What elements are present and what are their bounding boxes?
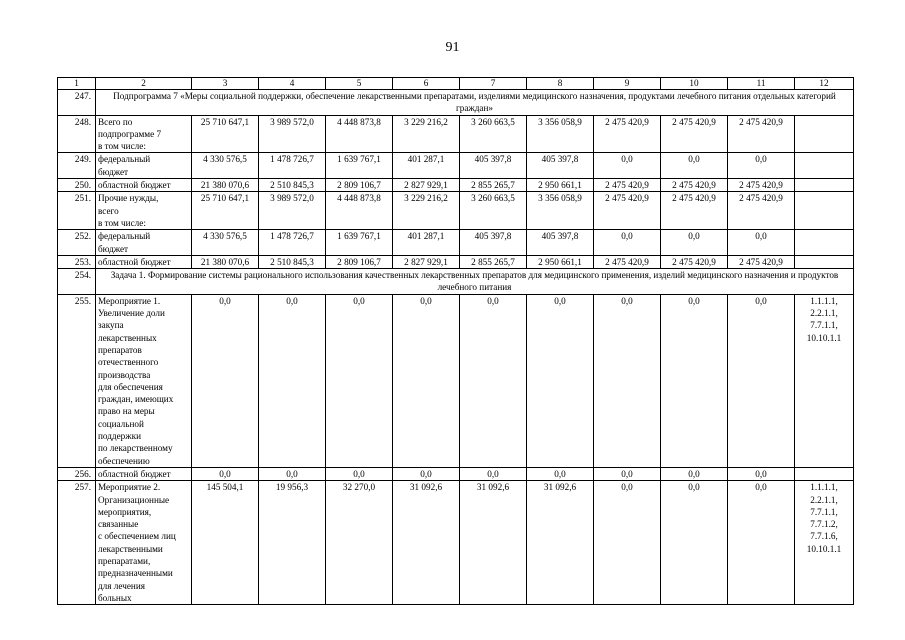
- amount-cell: 2 475 420,9: [594, 179, 661, 192]
- amount-cell: 401 287,1: [393, 230, 460, 256]
- row-number-cell: 254.: [58, 269, 96, 295]
- amount-cell: 0,0: [460, 467, 527, 480]
- amount-cell: 401 287,1: [393, 153, 460, 179]
- amount-cell: 32 270,0: [326, 481, 393, 605]
- amount-cell: 1 639 767,1: [326, 230, 393, 256]
- amount-cell: 31 092,6: [393, 481, 460, 605]
- amount-cell: 405 397,8: [527, 153, 594, 179]
- amount-cell: 1 639 767,1: [326, 153, 393, 179]
- table-row: [58, 230, 854, 256]
- column-number-row: [58, 78, 854, 90]
- row-number-cell: 256.: [58, 467, 96, 480]
- amount-cell: 405 397,8: [527, 230, 594, 256]
- amount-cell: 405 397,8: [460, 153, 527, 179]
- table-row: [58, 467, 854, 480]
- row-number-cell: 247.: [58, 90, 96, 116]
- column-number-cell: 10: [661, 78, 728, 90]
- table-row: [58, 481, 854, 605]
- amount-cell: 3 260 663,5: [460, 115, 527, 153]
- amount-cell: 2 510 845,3: [259, 255, 326, 268]
- column-number-cell: 7: [460, 78, 527, 90]
- amount-cell: 2 475 420,9: [661, 255, 728, 268]
- indicator-code-cell: 1.1.1.1, 2.2.1.1, 7.7.1.1, 7.7.1.2, 7.7.1.6, 10.10.1.1: [795, 481, 854, 605]
- amount-cell: 0,0: [192, 467, 259, 480]
- amount-cell: 0,0: [527, 294, 594, 467]
- indicator-code-cell: [795, 255, 854, 268]
- amount-cell: 0,0: [728, 467, 795, 480]
- column-number-cell: 6: [393, 78, 460, 90]
- column-number-cell: 2: [96, 78, 192, 90]
- amount-cell: 0,0: [728, 230, 795, 256]
- amount-cell: 25 710 647,1: [192, 115, 259, 153]
- amount-cell: 2 950 661,1: [527, 179, 594, 192]
- amount-cell: 19 956,3: [259, 481, 326, 605]
- item-name-cell: областной бюджет: [96, 255, 192, 268]
- amount-cell: 0,0: [393, 294, 460, 467]
- column-number-cell: 8: [527, 78, 594, 90]
- indicator-code-cell: [795, 115, 854, 153]
- column-number-cell: 3: [192, 78, 259, 90]
- amount-cell: 0,0: [661, 481, 728, 605]
- amount-cell: 0,0: [594, 294, 661, 467]
- amount-cell: 3 989 572,0: [259, 115, 326, 153]
- section-title-cell: Задача 1. Формирование системы рационального использования качественных лекарственных препаратов для медицинского применения, изделий медицинского назначения и продуктов лечебного питания: [96, 269, 854, 295]
- amount-cell: 0,0: [661, 294, 728, 467]
- amount-cell: 2 475 420,9: [728, 255, 795, 268]
- item-name-cell: федеральный бюджет: [96, 153, 192, 179]
- column-number-cell: 4: [259, 78, 326, 90]
- amount-cell: 0,0: [728, 153, 795, 179]
- amount-cell: 3 229 216,2: [393, 115, 460, 153]
- amount-cell: 3 260 663,5: [460, 192, 527, 230]
- amount-cell: 4 330 576,5: [192, 230, 259, 256]
- amount-cell: 2 475 420,9: [661, 179, 728, 192]
- amount-cell: 2 809 106,7: [326, 255, 393, 268]
- row-number-cell: 248.: [58, 115, 96, 153]
- amount-cell: 31 092,6: [460, 481, 527, 605]
- amount-cell: 2 475 420,9: [661, 192, 728, 230]
- amount-cell: 0,0: [393, 467, 460, 480]
- amount-cell: 0,0: [594, 153, 661, 179]
- amount-cell: 405 397,8: [460, 230, 527, 256]
- amount-cell: 0,0: [259, 294, 326, 467]
- row-number-cell: 251.: [58, 192, 96, 230]
- amount-cell: 2 475 420,9: [594, 255, 661, 268]
- indicator-code-cell: [795, 230, 854, 256]
- indicator-code-cell: [795, 153, 854, 179]
- amount-cell: 2 855 265,7: [460, 179, 527, 192]
- amount-cell: 31 092,6: [527, 481, 594, 605]
- amount-cell: 0,0: [192, 294, 259, 467]
- section-heading-row: [58, 269, 854, 295]
- section-title-cell: Подпрограмма 7 «Меры социальной поддержки, обеспечение лекарственными препаратами, изделиями медицинского назначения, продуктами лечебного питания отдельных категорий граждан»: [96, 90, 854, 116]
- row-number-cell: 252.: [58, 230, 96, 256]
- column-number-cell: 1: [58, 78, 96, 90]
- indicator-code-cell: 1.1.1.1, 2.2.1.1, 7.7.1.1, 10.10.1.1: [795, 294, 854, 467]
- amount-cell: 0,0: [527, 467, 594, 480]
- item-name-cell: Прочие нужды, всего в том числе:: [96, 192, 192, 230]
- table-row: [58, 192, 854, 230]
- indicator-code-cell: [795, 467, 854, 480]
- amount-cell: 2 475 420,9: [594, 192, 661, 230]
- amount-cell: 2 475 420,9: [661, 115, 728, 153]
- amount-cell: 0,0: [661, 230, 728, 256]
- amount-cell: 0,0: [460, 294, 527, 467]
- amount-cell: 4 448 873,8: [326, 192, 393, 230]
- amount-cell: 0,0: [594, 230, 661, 256]
- amount-cell: 2 475 420,9: [728, 179, 795, 192]
- indicator-code-cell: [795, 179, 854, 192]
- amount-cell: 4 330 576,5: [192, 153, 259, 179]
- table-row: [58, 179, 854, 192]
- item-name-cell: областной бюджет: [96, 467, 192, 480]
- column-number-cell: 9: [594, 78, 661, 90]
- amount-cell: 0,0: [326, 467, 393, 480]
- amount-cell: 4 448 873,8: [326, 115, 393, 153]
- item-name-cell: федеральный бюджет: [96, 230, 192, 256]
- amount-cell: 0,0: [661, 153, 728, 179]
- row-number-cell: 257.: [58, 481, 96, 605]
- column-number-cell: 12: [795, 78, 854, 90]
- column-number-cell: 11: [728, 78, 795, 90]
- item-name-cell: Всего по подпрограмме 7 в том числе:: [96, 115, 192, 153]
- row-number-cell: 255.: [58, 294, 96, 467]
- amount-cell: 2 827 929,1: [393, 179, 460, 192]
- amount-cell: 0,0: [728, 294, 795, 467]
- amount-cell: 145 504,1: [192, 481, 259, 605]
- amount-cell: 0,0: [259, 467, 326, 480]
- page-number: 91: [445, 40, 460, 55]
- amount-cell: 2 809 106,7: [326, 179, 393, 192]
- item-name-cell: Мероприятие 2. Организационные мероприятия, связанные с обеспечением лиц лекарственными препаратами, предназначенными для лечения больных: [96, 481, 192, 605]
- amount-cell: 3 989 572,0: [259, 192, 326, 230]
- amount-cell: 0,0: [661, 467, 728, 480]
- amount-cell: 0,0: [728, 481, 795, 605]
- item-name-cell: Мероприятие 1. Увеличение доли закупа лекарственных препаратов отечественного производства для обеспечения граждан, имеющих право на меры социальной поддержки по лекарственному обеспечению: [96, 294, 192, 467]
- amount-cell: 0,0: [594, 481, 661, 605]
- amount-cell: 2 950 661,1: [527, 255, 594, 268]
- amount-cell: 2 827 929,1: [393, 255, 460, 268]
- amount-cell: 2 475 420,9: [728, 115, 795, 153]
- amount-cell: 25 710 647,1: [192, 192, 259, 230]
- amount-cell: 21 380 070,6: [192, 255, 259, 268]
- amount-cell: 0,0: [326, 294, 393, 467]
- amount-cell: 3 229 216,2: [393, 192, 460, 230]
- amount-cell: 2 855 265,7: [460, 255, 527, 268]
- column-number-cell: 5: [326, 78, 393, 90]
- section-heading-row: [58, 90, 854, 116]
- amount-cell: 3 356 058,9: [527, 115, 594, 153]
- amount-cell: 2 475 420,9: [728, 192, 795, 230]
- amount-cell: 2 475 420,9: [594, 115, 661, 153]
- table-row: [58, 153, 854, 179]
- amount-cell: 21 380 070,6: [192, 179, 259, 192]
- row-number-cell: 253.: [58, 255, 96, 268]
- table-row: [58, 115, 854, 153]
- amount-cell: 0,0: [594, 467, 661, 480]
- table-row: [58, 294, 854, 467]
- amount-cell: 1 478 726,7: [259, 153, 326, 179]
- row-number-cell: 249.: [58, 153, 96, 179]
- amount-cell: 1 478 726,7: [259, 230, 326, 256]
- budget-table: [57, 77, 854, 605]
- indicator-code-cell: [795, 192, 854, 230]
- amount-cell: 2 510 845,3: [259, 179, 326, 192]
- item-name-cell: областной бюджет: [96, 179, 192, 192]
- amount-cell: 3 356 058,9: [527, 192, 594, 230]
- row-number-cell: 250.: [58, 179, 96, 192]
- table-row: [58, 255, 854, 268]
